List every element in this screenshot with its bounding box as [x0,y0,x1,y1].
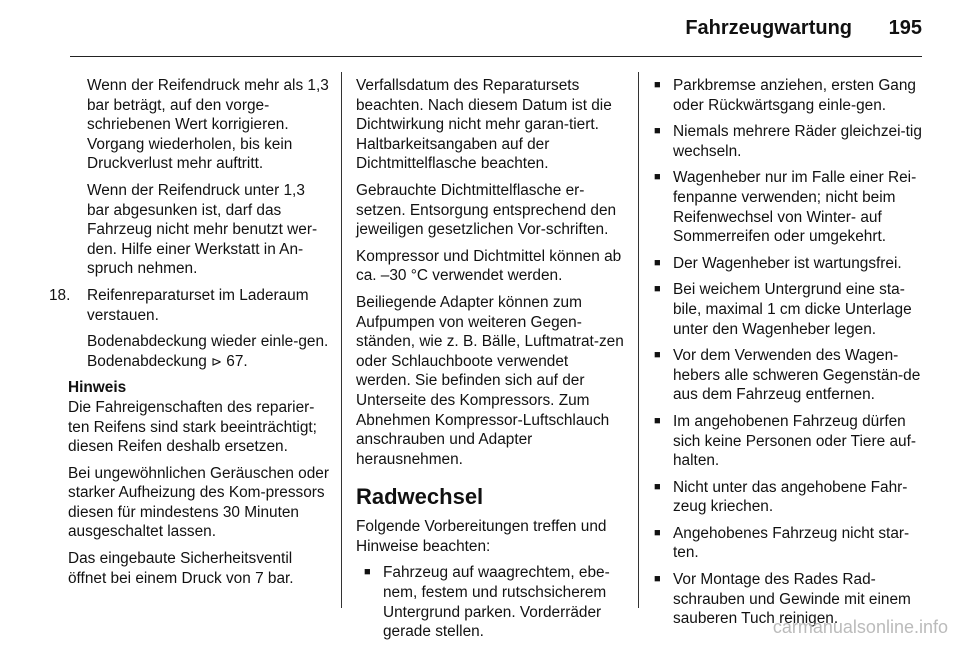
bullet-icon: ■ [654,283,661,296]
bullet-icon: ■ [654,414,661,427]
list-item [654,168,924,246]
paragraph: Gebrauchte Dichtmittelflasche er-setzen. Entsorgung entsprechend den jeweiligen gesetzlichen Vor-schriften. [356,181,617,239]
list-item-text: Vor Montage des Rades Rad-schrauben und Gewinde mit einem sauberen Tuch reinigen. [673,571,911,628]
bullet-icon: ■ [654,526,661,539]
paragraph: Verfallsdatum des Reparatursets beachten. Nach diesem Datum ist die Dichtwirkung nicht mehr garan-tiert. Haltbarkeitsangaben auf der Dichtmittelflasche beachten. [356,77,612,173]
bullet-icon: ■ [654,480,661,493]
bullet-list [356,563,624,641]
page-header [0,0,960,46]
header-rule [70,56,922,57]
column-divider [341,72,342,608]
paragraph: Das eingebaute Sicherheitsventil öffnet bei einem Druck von 7 bar. [68,550,294,587]
paragraph: Folgende Vorbereitungen treffen und Hinweise beachten: [356,518,607,555]
list-item-text: Bei weichem Untergrund eine sta-bile, maximal 1 cm dicke Unterlage unter den Wagenheber legen. [673,281,912,338]
list-item [654,524,924,563]
list-item [356,563,624,641]
note-text: Die Fahreigenschaften des reparier-ten Reifens sind stark beeinträchtigt; diesen Reifen deshalb ersetzen. [68,398,317,456]
list-item [654,122,924,161]
bullet-icon: ■ [654,256,661,269]
bullet-icon: ■ [364,566,371,579]
paragraph: Kompressor und Dichtmittel können ab ca. –30 °C verwendet werden. [356,247,622,285]
list-item-text: Fahrzeug auf waagrechtem, ebe-nem, festem und rutschsicherem Untergrund parken. Vorderräder gerade stellen. [383,564,610,641]
list-item [654,346,924,405]
list-item-text: Der Wagenheber ist wartungsfrei. [673,254,902,272]
column-3 [654,76,924,636]
column-2 [356,76,624,649]
paragraph: Wenn der Reifendruck unter 1,3 bar abgesunken ist, darf das Fahrzeug nicht mehr benutzt wer-den. Hilfe einer Werkstatt in An-spruch nehmen. [87,181,318,278]
bullet-icon: ■ [654,125,661,138]
watermark: carmanualsonline.info [772,617,948,637]
list-item [654,478,924,517]
list-item-text: Nicht unter das angehobene Fahr-zeug kriechen. [673,478,908,516]
paragraph: Bei ungewöhnlichen Geräuschen oder starker Aufheizung des Kom-pressors diesen für mindestens 30 Minuten ausgeschaltet lassen. [68,464,329,541]
step-number: 18. [49,286,71,304]
list-item-text: Wagenheber nur im Falle einer Rei-fenpanne verwenden; nicht beim Reifenwechsel von Winter- auf Sommerreifen oder umgekehrt. [673,169,917,246]
paragraph [68,332,330,371]
list-item [654,412,924,471]
list-item-text: Niemals mehrere Räder gleichzei-tig wechseln. [673,123,922,160]
list-item-text: Angehobenes Fahrzeug nicht star-ten. [673,524,910,562]
section-title: Fahrzeugwartung [685,17,852,39]
note-label: Hinweis [68,379,127,397]
bullet-icon: ■ [654,79,661,91]
cross-reference-icon: ⊳ [211,353,222,369]
bullet-icon: ■ [654,349,661,362]
page-reference: 67. [226,352,248,370]
column-divider [638,72,639,608]
list-item-text: Parkbremse anziehen, ersten Gang oder Rückwärtsgang einle-gen. [673,77,916,114]
paragraph-text: Bodenabdeckung wieder einle-gen. Bodenabdeckung [87,333,329,370]
bullet-icon: ■ [654,171,661,184]
section-heading: Radwechsel [356,484,484,510]
list-item [654,280,924,339]
list-item-text: Im angehobenen Fahrzeug dürfen sich keine Personen oder Tiere auf-halten. [673,412,916,470]
paragraph: Wenn der Reifendruck mehr als 1,3 bar beträgt, auf den vorge-schriebenen Wert korrigieren. Vorgang wiederholen, bis kein Druckverlust mehr auftritt. [87,77,329,173]
column-1 [49,76,330,595]
numbered-step [49,286,330,325]
paragraph: Beiliegende Adapter können zum Aufpumpen von weiteren Gegen-ständen, wie z. B. Bälle, Luftmatrat-zen oder Schlauchboote verwendet werden. Sie befinden sich auf der Unterseite des Kompressors. Zum Abnehmen Kompressor-Luftschlauch anschrauben und Adapter herausnehmen. [356,293,624,468]
list-item [654,254,924,274]
page-number: 195 [888,17,922,39]
bullet-list [654,76,924,629]
bullet-icon: ■ [654,573,661,586]
list-item [654,76,924,115]
step-text: Reifenreparaturset im Laderaum verstauen. [87,286,309,324]
list-item-text: Vor dem Verwenden des Wagen-hebers alle schweren Gegenstän-de aus dem Fahrzeug entfernen. [673,347,921,404]
